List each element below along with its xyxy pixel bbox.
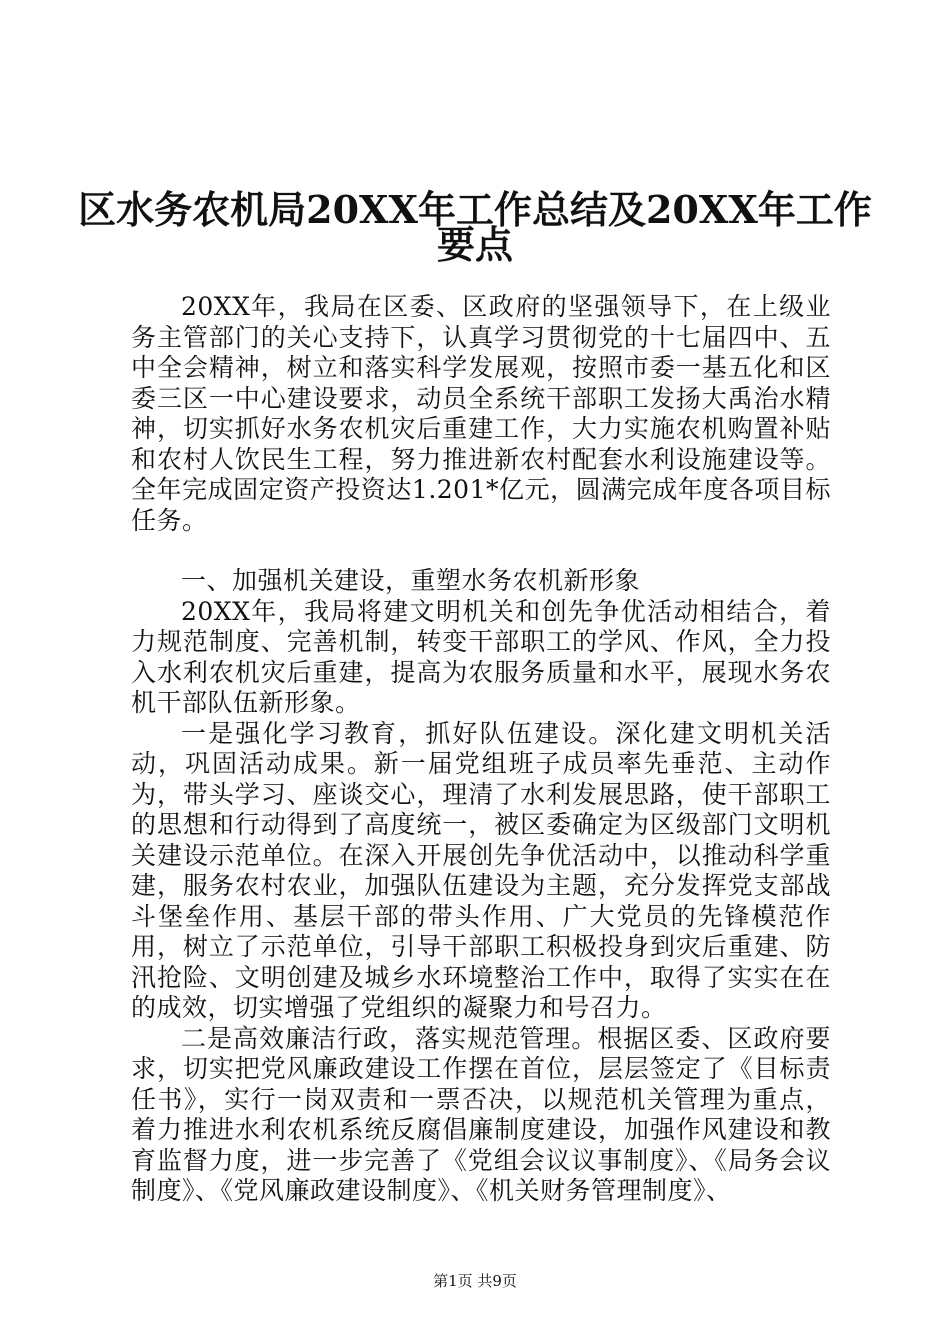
paragraph-point-1: 一是强化学习教育，抓好队伍建设。深化建文明机关活动，巩固活动成果。新一届党组班子成员率先垂范、主动作为，带头学习、座谈交心，理清了水利发展思路，使干部职工的思想和行动得到了高度统一，被区委确定为区级部门文明机关建设示范单位。在深入开展创先争优活动中，以推动科学重建，服务农村农业，加强队伍建设为主题，充分发挥党支部战斗堡垒作用、基层干部的带头作用、广大党员的先锋模范作用，树立了示范单位，引导干部职工积极投身到灾后重建、防汛抢险、文明创建及城乡水环境整治工作中，取得了实实在在的成效，切实增强了党组织的凝聚力和号召力。: [131, 718, 831, 1022]
document-title-line-1: 区水务农机局20XX年工作总结及20XX年工作: [78, 187, 872, 232]
page-footer: 第1页 共9页: [433, 1272, 517, 1290]
document-title-line-2: 要点: [436, 222, 513, 267]
document-body: [131, 292, 831, 1207]
section-heading: 一、加强机关建设，重塑水务农机新形象: [181, 566, 641, 595]
paragraph-section-intro: 20XX年，我局将建文明机关和创先争优活动相结合，着力规范制度、完善机制，转变干部职工的学风、作风，全力投入水利农机灾后重建，提高为农服务质量和水平，展现水务农机干部队伍新形象。: [131, 596, 831, 717]
paragraph-intro: 20XX年，我局在区委、区政府的坚强领导下，在上级业务主管部门的关心支持下，认真学习贯彻党的十七届四中、五中全会精神，树立和落实科学发展观，按照市委一基五化和区委三区一中心建设要求，动员全系统干部职工发扬大禹治水精神，切实抓好水务农机灾后重建工作，大力实施农机购置补贴和农村人饮民生工程，努力推进新农村配套水利设施建设等。全年完成固定资产投资达1.201*亿元，圆满完成年度各项目标任务。: [131, 292, 831, 535]
paragraph-point-2: 二是高效廉洁行政，落实规范管理。根据区委、区政府要求，切实把党风廉政建设工作摆在首位，层层签定了《目标责任书》，实行一岗双责和一票否决，以规范机关管理为重点，着力推进水利农机系统反腐倡廉制度建设，加强作风建设和教育监督力度，进一步完善了《党组会议议事制度》、《局务会议制度》、《党风廉政建设制度》、《机关财务管理制度》、: [131, 1023, 831, 1205]
